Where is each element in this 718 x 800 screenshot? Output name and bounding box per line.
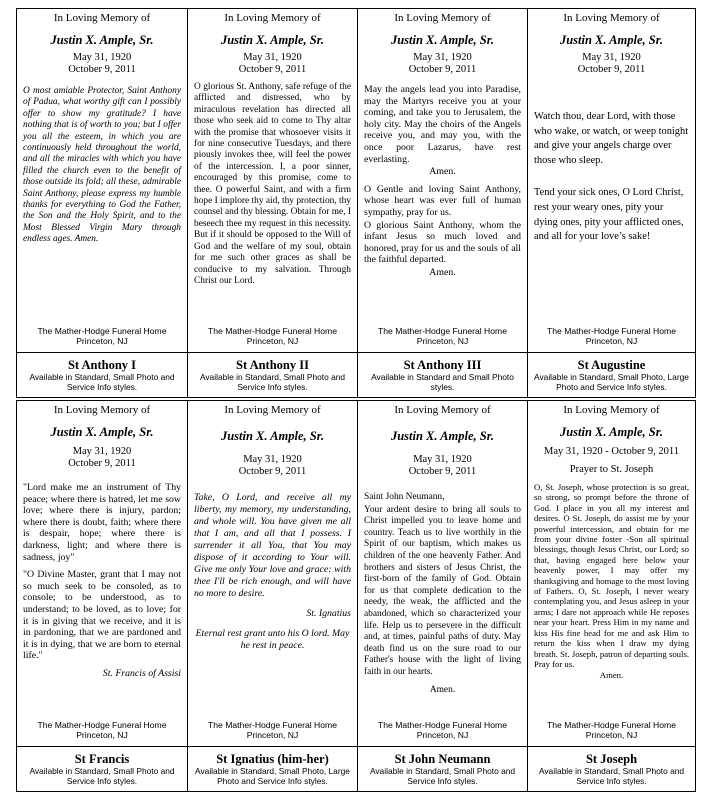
card-panel [17, 9, 187, 353]
birth-date: May 31, 1920 [243, 52, 302, 63]
card-footer [528, 353, 695, 397]
card-footer [528, 747, 695, 791]
funeral-home-name: The Mather-Hodge Funeral Home [37, 720, 167, 730]
availability-note: Available in Standard, Small Photo, Large Photo and Service Info styles. [195, 766, 350, 786]
card-footer [188, 353, 357, 397]
card-panel [358, 401, 527, 747]
prayer-title: Prayer to St. Joseph [569, 464, 654, 475]
birth-date: May 31, 1920 [413, 454, 472, 465]
funeral-home-info [528, 720, 695, 740]
prayer-heading: Saint John Neumann, [364, 492, 445, 502]
prayer-paragraph: O glorious St. Anthony, safe refuge of the afflicted and distressed, who by miraculous revelation has directed all those who seek aid to come to Thy altar with the promise that whosoever visits it for nine consecutive Tuesdays, and there piously invokes thee, will feel the power of the intercession. I, a poor sinner, encouraged by this promise, come to thee. O powerful Saint, and with a firm hope I implore thy aid, thy protection, thy counsel and thy blessing. Obtain for me, I beseech thee my request in this necessity. But if it should be opposed to the Will of God and the welfare of my soul, obtain for me such other graces as shall be conducive to my salvation. Through Christ our Lord. [194, 82, 351, 286]
funeral-home-location: Princeton, NJ [416, 730, 469, 740]
funeral-home-name: The Mather-Hodge Funeral Home [547, 720, 676, 730]
availability-note: Available in Standard, Small Photo and Service Info styles. [199, 372, 346, 392]
card-panel [358, 9, 527, 353]
prayer-paragraph: "O Divine Master, grant that I may not so much seek to be consoled, as to console; to be understood, as to understand; to be loved, as to love; for it is in giving that we receive, and it is in pardoning, that we are pardoned and it is in dying, that we are born to eternal life." [23, 569, 181, 662]
prayer-paragraph: O, St. Joseph, whose protection is so great, so strong, so prompt before the throne of God. I place in you all my interest and desires. O St. Joseph, do assist me by your powerful intercession, and obtain for me from your divine foster -Son all spiritual blessings, though Jesus Christ, our Lord; so that, having engaged here below your heavenly power, I may offer my thanksgiving and homage to the most loving of Fathers. O, St. Joseph, I never weary contemplating you, and Jesus asleep in your arms; I dare not approach while He reposes near your heart. Press Him in my name and kiss His fine head for me and ask Him to return the kiss when I draw my dying breath. St. Joseph, patron of departing souls. Pray for us. [534, 482, 689, 669]
birth-date: May 31, 1920 [72, 52, 132, 63]
memory-heading: In Loving Memory of [224, 12, 321, 24]
card-footer [358, 353, 527, 397]
funeral-home-location: Princeton, NJ [585, 336, 638, 346]
birth-date: May 31, 1920 [413, 52, 472, 63]
funeral-home-info [358, 720, 527, 740]
funeral-home-name: The Mather-Hodge Funeral Home [37, 326, 167, 336]
card-panel [528, 401, 695, 747]
availability-note: Available in Standard, Small Photo and Service Info styles. [538, 766, 685, 786]
prayer-paragraph: Watch thou, dear Lord, with those who wake, or watch, or weep tonight and give your angels charge over those who sleep. [534, 111, 689, 166]
memory-heading: In Loving Memory of [224, 404, 321, 416]
memory-heading: In Loving Memory of [53, 404, 151, 416]
availability-note: Available in Standard, Small Photo and Service Info styles. [369, 766, 516, 786]
birth-date: May 31, 1920 [72, 446, 132, 457]
card-st-anthony-1[interactable] [17, 9, 187, 397]
amen-line: Amen. [429, 266, 456, 278]
card-panel [17, 401, 187, 747]
card-st-augustine[interactable] [527, 9, 695, 397]
card-st-francis[interactable] [17, 401, 187, 791]
prayer-paragraph: Eternal rest grant unto his O lord. May he rest in peace. [195, 628, 350, 651]
funeral-home-info [358, 326, 527, 346]
prayer-text [364, 492, 521, 696]
prayer-text [534, 110, 689, 245]
birth-date: May 31, 1920 [582, 52, 641, 63]
funeral-home-name: The Mather-Hodge Funeral Home [378, 326, 507, 336]
death-date: October 9, 2011 [577, 64, 646, 75]
prayer-paragraph: Your ardent desire to bring all souls to Christ impelled you to leave home and country. Teach us to live worthily in the Spirit of our baptism, which makes us children of the one heavenly Father. And brothers and sisters of Jesus Christ, the first-born of the family of God. Obtain for us that complete dedication to the needy, the weak, the afflicted and the abandoned, which so characterized your life. Help us to persevere in the difficult and, at times, painful paths of duty. May death find us on the sure road to our Father's house with the light of living faith in our hearts. [364, 504, 521, 677]
card-st-anthony-2[interactable] [187, 9, 357, 397]
prayer-text [194, 492, 351, 652]
prayer-paragraph: O Gentle and loving Saint Anthony, whose heart was ever full of human sympathy, pray for us. [364, 183, 521, 218]
attribution: St. Francis of Assisi [102, 667, 181, 679]
prayer-paragraph: O most amiable Protector, Saint Anthony of Padua, what worthy gift can I possibly offer to show my gratitude? I have nothing that is of worth to you; but I offer you all the esteem, in which you are continuously held throughout the world, and all the miracles with which you have filled the church even to the benefit of those outside its fold; all these, admirable Saint Anthony, please express my humble thanks for everything to God the Father, the Son and the Holy Spirit, and to the Most Blessed Virgin Mary through endless ages. Amen. [23, 86, 181, 245]
card-title: St Augustine [577, 358, 646, 372]
availability-note: Available in Standard, Small Photo and Service Info styles. [29, 766, 175, 786]
card-title: St Anthony III [403, 358, 482, 372]
deceased-name: Justin X. Ample, Sr. [559, 33, 664, 47]
funeral-home-info [17, 326, 187, 346]
death-date: October 9, 2011 [238, 64, 307, 75]
funeral-home-location: Princeton, NJ [246, 730, 299, 740]
death-date: October 9, 2011 [68, 458, 136, 469]
availability-note: Available in Standard and Small Photo styles. [371, 372, 514, 392]
card-title: St Anthony II [236, 358, 309, 372]
card-st-john-neumann[interactable] [357, 401, 527, 791]
death-date: October 9, 2011 [68, 64, 136, 75]
funeral-home-info [17, 720, 187, 740]
funeral-home-name: The Mather-Hodge Funeral Home [208, 326, 337, 336]
memory-heading: In Loving Memory of [394, 404, 491, 416]
death-date: October 9, 2011 [238, 466, 307, 477]
deceased-name: Justin X. Ample, Sr. [390, 429, 495, 443]
memory-heading: In Loving Memory of [394, 12, 491, 24]
card-st-anthony-3[interactable] [357, 9, 527, 397]
birth-date: May 31, 1920 [243, 454, 302, 465]
card-title: St Anthony I [67, 358, 137, 372]
card-footer [188, 747, 357, 791]
memory-heading: In Loving Memory of [53, 12, 151, 24]
memory-heading: In Loving Memory of [563, 12, 660, 24]
card-title: St Francis [74, 752, 130, 766]
prayer-text [194, 82, 351, 287]
amen-line: Amen. [599, 670, 624, 681]
deceased-name: Justin X. Ample, Sr. [50, 425, 154, 439]
card-panel [188, 401, 357, 747]
funeral-home-location: Princeton, NJ [585, 730, 638, 740]
death-date: October 9, 2011 [408, 466, 477, 477]
life-dates: May 31, 1920 - October 9, 2011 [544, 446, 679, 457]
funeral-home-location: Princeton, NJ [76, 336, 128, 346]
availability-note: Available in Standard, Small Photo, Large Photo and Service Info styles. [534, 372, 689, 392]
card-title: St Joseph [585, 752, 638, 766]
prayer-paragraph: Tend your sick ones, O Lord Christ, rest your weary ones, pity your dying ones, pity your afflicted ones, and all for your love’s sake! [534, 187, 684, 243]
prayer-card-sheet [16, 8, 696, 792]
death-date: October 9, 2011 [408, 64, 477, 75]
prayer-text [534, 482, 689, 681]
deceased-name: Justin X. Ample, Sr. [220, 33, 325, 47]
amen-line: Amen. [429, 166, 456, 178]
prayer-paragraph: "Lord make me an instrument of Thy peace; where there is hatred, let me sow love; where there is injury, pardon; where there is doubt, faith; where there is despair, hope; where there is darkness, light; and where there is sadness, joy" [23, 482, 181, 563]
funeral-home-info [188, 326, 357, 346]
deceased-name: Justin X. Ample, Sr. [50, 33, 154, 47]
memory-heading: In Loving Memory of [563, 404, 660, 416]
card-title: St Ignatius (him-her) [216, 752, 329, 766]
funeral-home-name: The Mather-Hodge Funeral Home [208, 720, 337, 730]
funeral-home-location: Princeton, NJ [416, 336, 469, 346]
prayer-text [23, 86, 181, 246]
deceased-name: Justin X. Ample, Sr. [220, 429, 325, 443]
funeral-home-info [528, 326, 695, 346]
attribution: St. Ignatius [306, 608, 351, 619]
card-panel [528, 9, 695, 353]
card-panel [188, 9, 357, 353]
funeral-home-location: Princeton, NJ [246, 336, 299, 346]
card-st-joseph[interactable] [527, 401, 695, 791]
deceased-name: Justin X. Ample, Sr. [390, 33, 495, 47]
funeral-home-info [188, 720, 357, 740]
prayer-text [23, 482, 181, 680]
card-row-top [16, 8, 696, 398]
card-st-ignatius[interactable] [187, 401, 357, 791]
prayer-text [364, 84, 521, 279]
amen-line: Amen. [429, 684, 456, 695]
card-row-bottom [16, 400, 696, 792]
funeral-home-name: The Mather-Hodge Funeral Home [378, 720, 507, 730]
card-footer [358, 747, 527, 791]
prayer-paragraph: May the angels lead you into Paradise, may the Martyrs receive you at your coming, and take you to Jerusalem, the holy city. May the choirs of the Angels receive you, and may you, with the once poor Lazarus, have rest everlasting. [364, 84, 521, 165]
card-footer [17, 353, 187, 397]
prayer-paragraph: Take, O Lord, and receive all my liberty, my memory, my understanding, and whole will. You have given me all that I am, and all that I possess. I surrender it all You, that You may dispose of it according to Your will. Give me only Your love and grace: with thee I'll be rich enough, and will have no more to desire. [194, 492, 351, 599]
availability-note: Available in Standard, Small Photo and Service Info styles. [29, 372, 175, 392]
deceased-name: Justin X. Ample, Sr. [559, 425, 664, 439]
funeral-home-name: The Mather-Hodge Funeral Home [547, 326, 676, 336]
prayer-paragraph: O glorious Saint Anthony, whom the infant Jesus so much loved and honored, pray for us and the souls of all the faithful departed. [364, 219, 521, 266]
card-footer [17, 747, 187, 791]
card-title: St John Neumann [394, 752, 491, 766]
funeral-home-location: Princeton, NJ [76, 730, 128, 740]
